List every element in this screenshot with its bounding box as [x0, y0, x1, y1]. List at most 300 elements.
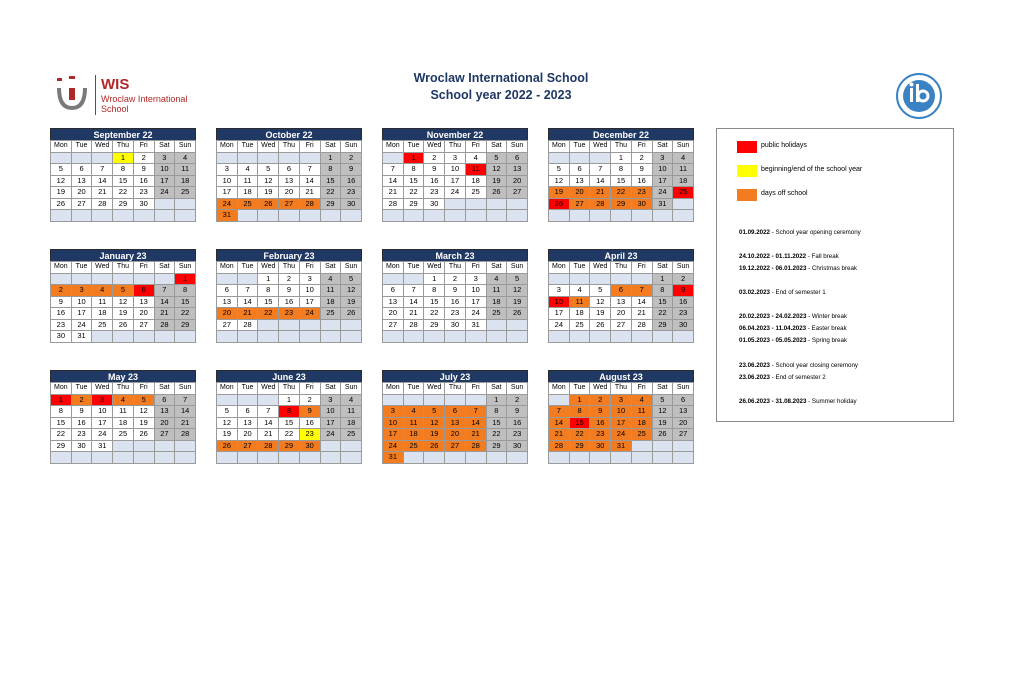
- month-calendar: [548, 249, 694, 343]
- school-name-title: Wroclaw International School: [413, 71, 589, 85]
- empty-cell: [465, 198, 486, 210]
- empty-cell: [154, 331, 175, 343]
- weekday-header: Sun: [175, 141, 196, 153]
- day-cell: 8: [569, 406, 590, 418]
- weekday-header: Thu: [113, 262, 134, 274]
- day-cell: 13: [71, 175, 92, 187]
- day-cell: 25: [403, 440, 424, 452]
- day-cell: 5: [341, 273, 362, 285]
- weekday-header: Mon: [217, 141, 238, 153]
- day-cell: 4: [486, 273, 507, 285]
- day-cell: 2: [424, 152, 445, 164]
- day-cell: 22: [403, 187, 424, 199]
- weekday-header: Fri: [465, 383, 486, 395]
- day-cell: 30: [341, 198, 362, 210]
- empty-cell: [673, 210, 694, 222]
- empty-cell: [486, 452, 507, 464]
- day-cell: 27: [507, 187, 528, 199]
- start-end-swatch: [737, 165, 757, 177]
- weekday-header: Thu: [611, 141, 632, 153]
- day-cell: 2: [631, 152, 652, 164]
- empty-cell: [445, 452, 466, 464]
- day-cell: 24: [71, 319, 92, 331]
- day-cell: 20: [445, 429, 466, 441]
- day-cell: 4: [673, 152, 694, 164]
- day-cell: 23: [133, 187, 154, 199]
- event-end-semester-1: 03.02.2023 - End of semester 1: [739, 289, 826, 296]
- day-cell: 19: [217, 429, 238, 441]
- day-cell: 15: [320, 175, 341, 187]
- day-cell: 12: [590, 296, 611, 308]
- empty-cell: [652, 210, 673, 222]
- day-cell: 3: [383, 406, 404, 418]
- empty-cell: [549, 210, 570, 222]
- day-cell: 7: [175, 394, 196, 406]
- day-cell: 25: [341, 429, 362, 441]
- day-cell: 5: [258, 164, 279, 176]
- day-cell: 25: [569, 319, 590, 331]
- empty-cell: [258, 210, 279, 222]
- empty-cell: [113, 210, 134, 222]
- weekday-header: Sat: [486, 262, 507, 274]
- day-cell: 30: [71, 440, 92, 452]
- day-cell: 24: [217, 198, 238, 210]
- day-cell: 5: [113, 285, 134, 297]
- wis-logo: [55, 74, 205, 118]
- weekday-header: Wed: [424, 383, 445, 395]
- weekday-header: Fri: [631, 383, 652, 395]
- weekday-header: Tue: [403, 383, 424, 395]
- day-cell: 1: [279, 394, 300, 406]
- empty-cell: [51, 152, 72, 164]
- weekday-header: Sun: [673, 383, 694, 395]
- day-cell: 13: [611, 296, 632, 308]
- empty-cell: [113, 331, 134, 343]
- day-cell: 22: [652, 308, 673, 320]
- empty-cell: [465, 331, 486, 343]
- day-cell: 25: [465, 187, 486, 199]
- day-cell: 19: [549, 187, 570, 199]
- event-opening: 01.09.2022 - School year opening ceremony: [739, 229, 861, 236]
- day-cell: 26: [258, 198, 279, 210]
- day-cell: 31: [383, 452, 404, 464]
- day-cell: 5: [507, 273, 528, 285]
- day-cell: 7: [549, 406, 570, 418]
- empty-cell: [383, 394, 404, 406]
- legend-box: [716, 128, 954, 422]
- day-cell: 24: [652, 187, 673, 199]
- day-cell: 26: [486, 187, 507, 199]
- day-cell: 30: [673, 319, 694, 331]
- day-cell: 10: [299, 285, 320, 297]
- day-cell: 4: [341, 394, 362, 406]
- month-table: [382, 370, 528, 464]
- weekday-header: Wed: [424, 262, 445, 274]
- day-cell: 10: [320, 406, 341, 418]
- day-cell: 31: [465, 319, 486, 331]
- month-title: September 22: [51, 129, 196, 141]
- day-cell: 30: [424, 198, 445, 210]
- day-cell: 23: [507, 429, 528, 441]
- day-cell: 7: [383, 164, 404, 176]
- day-cell: 3: [549, 285, 570, 297]
- empty-cell: [341, 210, 362, 222]
- day-cell: 5: [486, 152, 507, 164]
- day-cell: 14: [383, 175, 404, 187]
- day-cell: 30: [51, 331, 72, 343]
- day-cell: 20: [569, 187, 590, 199]
- day-cell: 4: [631, 394, 652, 406]
- weekday-header: Sat: [154, 141, 175, 153]
- day-cell: 24: [92, 429, 113, 441]
- empty-cell: [133, 331, 154, 343]
- day-cell: 19: [486, 175, 507, 187]
- day-cell: 28: [299, 198, 320, 210]
- day-cell: 22: [113, 187, 134, 199]
- day-cell: 9: [631, 164, 652, 176]
- day-cell: 13: [217, 296, 238, 308]
- day-cell: 4: [465, 152, 486, 164]
- day-cell: 17: [445, 175, 466, 187]
- day-cell: 7: [403, 285, 424, 297]
- weekday-header: Wed: [258, 383, 279, 395]
- empty-cell: [258, 319, 279, 331]
- weekday-header: Fri: [465, 141, 486, 153]
- day-cell: 22: [486, 429, 507, 441]
- day-cell: 30: [299, 440, 320, 452]
- empty-cell: [299, 319, 320, 331]
- month-calendar: [548, 370, 694, 464]
- day-cell: 11: [320, 285, 341, 297]
- day-cell: 31: [217, 210, 238, 222]
- day-cell: 2: [590, 394, 611, 406]
- day-cell: 11: [175, 164, 196, 176]
- event-closing: 23.06.2023 - School year closing ceremony: [739, 362, 859, 369]
- day-cell: 18: [237, 187, 258, 199]
- day-cell: 18: [569, 308, 590, 320]
- month-calendar: [382, 249, 528, 343]
- day-cell: 21: [175, 417, 196, 429]
- day-cell: 14: [92, 175, 113, 187]
- empty-cell: [279, 210, 300, 222]
- day-cell: 20: [611, 308, 632, 320]
- day-cell: 20: [237, 429, 258, 441]
- day-cell: 8: [175, 285, 196, 297]
- empty-cell: [217, 331, 238, 343]
- month-title: January 23: [51, 250, 196, 262]
- day-cell: 26: [217, 440, 238, 452]
- day-cell: 17: [299, 296, 320, 308]
- month-table: [382, 249, 528, 343]
- day-cell: 9: [299, 406, 320, 418]
- day-cell: 7: [92, 164, 113, 176]
- day-cell: 15: [569, 417, 590, 429]
- day-cell: 17: [71, 308, 92, 320]
- day-cell: 29: [175, 319, 196, 331]
- day-cell: 10: [92, 406, 113, 418]
- day-cell: 13: [133, 296, 154, 308]
- weekday-header: Tue: [237, 262, 258, 274]
- empty-cell: [175, 331, 196, 343]
- day-cell: 8: [320, 164, 341, 176]
- day-cell: 16: [71, 417, 92, 429]
- day-cell: 26: [341, 308, 362, 320]
- day-cell: 9: [133, 164, 154, 176]
- day-cell: 24: [383, 440, 404, 452]
- day-cell: 17: [465, 296, 486, 308]
- weekday-header: Fri: [299, 262, 320, 274]
- day-cell: 13: [154, 406, 175, 418]
- day-cell: 14: [631, 296, 652, 308]
- empty-cell: [611, 273, 632, 285]
- empty-cell: [279, 319, 300, 331]
- empty-cell: [237, 394, 258, 406]
- day-cell: 9: [71, 406, 92, 418]
- day-cell: 6: [611, 285, 632, 297]
- logo-name-line1: Wroclaw International: [101, 94, 188, 104]
- day-off-swatch: [737, 189, 757, 201]
- empty-cell: [590, 331, 611, 343]
- empty-cell: [445, 210, 466, 222]
- day-cell: 25: [320, 308, 341, 320]
- empty-cell: [486, 331, 507, 343]
- empty-cell: [549, 452, 570, 464]
- day-cell: 19: [341, 296, 362, 308]
- day-cell: 23: [71, 429, 92, 441]
- empty-cell: [424, 394, 445, 406]
- logo-school-name: [101, 94, 211, 114]
- empty-cell: [424, 331, 445, 343]
- day-cell: 30: [590, 440, 611, 452]
- weekday-header: Thu: [445, 383, 466, 395]
- day-cell: 15: [611, 175, 632, 187]
- day-cell: 6: [445, 406, 466, 418]
- empty-cell: [237, 152, 258, 164]
- empty-cell: [258, 452, 279, 464]
- month-title: December 22: [549, 129, 694, 141]
- day-cell: 29: [113, 198, 134, 210]
- day-cell: 5: [549, 164, 570, 176]
- day-cell: 3: [92, 394, 113, 406]
- empty-cell: [133, 273, 154, 285]
- day-cell: 13: [445, 417, 466, 429]
- empty-cell: [465, 394, 486, 406]
- event-fall-break: 24.10.2022 - 01.11.2022 - Fall break: [739, 253, 839, 260]
- day-cell: 27: [383, 319, 404, 331]
- day-cell: 25: [175, 187, 196, 199]
- empty-cell: [507, 452, 528, 464]
- weekday-header: Sat: [486, 383, 507, 395]
- weekday-header: Mon: [51, 262, 72, 274]
- day-cell: 7: [258, 406, 279, 418]
- empty-cell: [590, 210, 611, 222]
- day-cell: 29: [320, 198, 341, 210]
- day-cell: 28: [631, 319, 652, 331]
- empty-cell: [383, 152, 404, 164]
- day-cell: 29: [403, 198, 424, 210]
- weekday-header: Sat: [320, 383, 341, 395]
- day-cell: 15: [652, 296, 673, 308]
- day-cell: 28: [154, 319, 175, 331]
- day-cell: 19: [51, 187, 72, 199]
- empty-cell: [611, 331, 632, 343]
- day-cell: 9: [590, 406, 611, 418]
- weekday-header: Mon: [383, 262, 404, 274]
- day-cell: 4: [92, 285, 113, 297]
- day-cell: 18: [92, 308, 113, 320]
- empty-cell: [465, 210, 486, 222]
- day-cell: 2: [673, 273, 694, 285]
- empty-cell: [320, 452, 341, 464]
- day-cell: 21: [631, 308, 652, 320]
- day-cell: 18: [320, 296, 341, 308]
- day-cell: 27: [217, 319, 238, 331]
- empty-cell: [133, 210, 154, 222]
- day-cell: 31: [652, 198, 673, 210]
- empty-cell: [341, 331, 362, 343]
- weekday-header: Mon: [383, 141, 404, 153]
- day-cell: 9: [424, 164, 445, 176]
- day-cell: 21: [590, 187, 611, 199]
- weekday-header: Sat: [652, 141, 673, 153]
- empty-cell: [113, 440, 134, 452]
- weekday-header: Thu: [279, 262, 300, 274]
- day-cell: 10: [445, 164, 466, 176]
- empty-cell: [51, 273, 72, 285]
- day-cell: 6: [154, 394, 175, 406]
- empty-cell: [549, 273, 570, 285]
- day-cell: 10: [652, 164, 673, 176]
- empty-cell: [424, 210, 445, 222]
- empty-cell: [569, 210, 590, 222]
- day-cell: 18: [341, 417, 362, 429]
- weekday-header: Sun: [341, 262, 362, 274]
- empty-cell: [569, 331, 590, 343]
- weekday-header: Wed: [424, 141, 445, 153]
- empty-cell: [92, 152, 113, 164]
- weekday-header: Tue: [237, 383, 258, 395]
- day-cell: 13: [383, 296, 404, 308]
- weekday-header: Mon: [217, 383, 238, 395]
- day-cell: 1: [611, 152, 632, 164]
- empty-cell: [299, 152, 320, 164]
- empty-cell: [133, 452, 154, 464]
- day-cell: 5: [217, 406, 238, 418]
- weekday-header: Wed: [590, 141, 611, 153]
- day-cell: 12: [341, 285, 362, 297]
- public-holiday-swatch: [737, 141, 757, 153]
- day-cell: 8: [113, 164, 134, 176]
- empty-cell: [673, 452, 694, 464]
- day-cell: 11: [569, 296, 590, 308]
- day-cell: 1: [258, 273, 279, 285]
- day-cell: 20: [507, 175, 528, 187]
- weekday-header: Tue: [569, 141, 590, 153]
- empty-cell: [175, 198, 196, 210]
- day-cell: 7: [237, 285, 258, 297]
- empty-cell: [320, 440, 341, 452]
- empty-cell: [486, 210, 507, 222]
- day-cell: 3: [465, 273, 486, 285]
- empty-cell: [217, 452, 238, 464]
- day-cell: 7: [631, 285, 652, 297]
- empty-cell: [217, 394, 238, 406]
- empty-cell: [320, 210, 341, 222]
- day-cell: 27: [279, 198, 300, 210]
- day-cell: 19: [590, 308, 611, 320]
- day-cell: 1: [486, 394, 507, 406]
- event-end-semester-2: 23.06.2023 - End of semester 2: [739, 374, 826, 381]
- empty-cell: [71, 273, 92, 285]
- empty-cell: [71, 210, 92, 222]
- empty-cell: [51, 210, 72, 222]
- day-cell: 23: [673, 308, 694, 320]
- day-cell: 23: [424, 187, 445, 199]
- day-cell: 20: [217, 308, 238, 320]
- weekday-header: Mon: [383, 383, 404, 395]
- day-cell: 6: [71, 164, 92, 176]
- day-cell: 9: [445, 285, 466, 297]
- month-title: April 23: [549, 250, 694, 262]
- day-cell: 19: [133, 417, 154, 429]
- day-cell: 11: [113, 406, 134, 418]
- weekday-header: Thu: [279, 383, 300, 395]
- empty-cell: [631, 273, 652, 285]
- month-table: [50, 249, 196, 343]
- day-cell: 8: [424, 285, 445, 297]
- month-title: February 23: [217, 250, 362, 262]
- day-cell: 26: [590, 319, 611, 331]
- day-cell: 16: [631, 175, 652, 187]
- month-title: June 23: [217, 371, 362, 383]
- day-cell: 29: [51, 440, 72, 452]
- day-cell: 27: [611, 319, 632, 331]
- empty-cell: [217, 152, 238, 164]
- day-cell: 3: [217, 164, 238, 176]
- weekday-header: Thu: [445, 262, 466, 274]
- day-cell: 25: [486, 308, 507, 320]
- empty-cell: [92, 331, 113, 343]
- empty-cell: [445, 331, 466, 343]
- day-cell: 3: [71, 285, 92, 297]
- day-cell: 23: [631, 187, 652, 199]
- day-cell: 6: [383, 285, 404, 297]
- day-cell: 10: [71, 296, 92, 308]
- empty-cell: [71, 152, 92, 164]
- day-cell: 17: [217, 187, 238, 199]
- empty-cell: [590, 452, 611, 464]
- day-cell: 7: [590, 164, 611, 176]
- day-cell: 16: [341, 175, 362, 187]
- day-cell: 8: [486, 406, 507, 418]
- day-cell: 30: [507, 440, 528, 452]
- day-cell: 21: [237, 308, 258, 320]
- day-cell: 9: [279, 285, 300, 297]
- empty-cell: [175, 440, 196, 452]
- empty-cell: [673, 198, 694, 210]
- month-table: [382, 128, 528, 222]
- empty-cell: [507, 198, 528, 210]
- day-cell: 14: [549, 417, 570, 429]
- day-cell: 2: [71, 394, 92, 406]
- day-cell: 15: [403, 175, 424, 187]
- empty-cell: [299, 331, 320, 343]
- empty-cell: [341, 452, 362, 464]
- logo-abbr: WIS: [101, 76, 130, 93]
- day-cell: 7: [154, 285, 175, 297]
- month-calendar: [50, 249, 196, 343]
- day-cell: 1: [403, 152, 424, 164]
